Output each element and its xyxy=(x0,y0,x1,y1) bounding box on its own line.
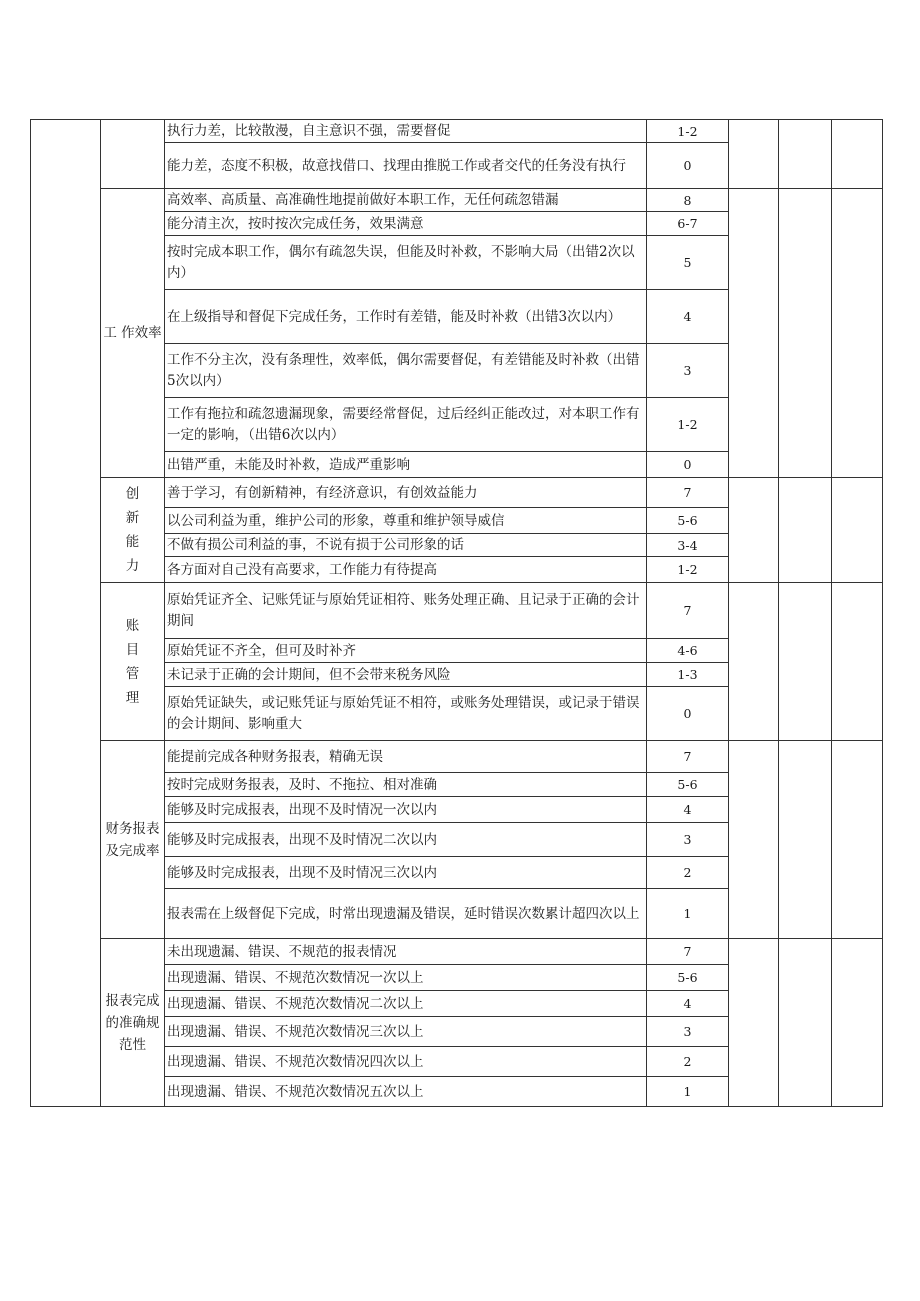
score-cell: 6-7 xyxy=(647,212,729,236)
self-score-cell[interactable] xyxy=(729,189,779,478)
score-cell: 1 xyxy=(647,889,729,939)
score-cell: 4 xyxy=(647,991,729,1017)
category-cell: 创新能力 xyxy=(101,478,165,583)
score-cell: 3 xyxy=(647,344,729,398)
score-cell: 7 xyxy=(647,939,729,965)
score-cell: 8 xyxy=(647,189,729,212)
criterion-cell: 不做有损公司利益的事，不说有损于公司形象的话 xyxy=(165,534,647,557)
criterion-cell: 出现遗漏、错误、不规范次数情况三次以上 xyxy=(165,1017,647,1047)
score-cell: 7 xyxy=(647,741,729,773)
self-score-cell[interactable] xyxy=(729,741,779,939)
table-row xyxy=(31,583,883,639)
criterion-cell: 未出现遗漏、错误、不规范的报表情况 xyxy=(165,939,647,965)
score-cell: 3-4 xyxy=(647,534,729,557)
self-score-cell[interactable] xyxy=(729,939,779,1107)
score-cell: 2 xyxy=(647,857,729,889)
score-cell: 5-6 xyxy=(647,773,729,797)
self-score-cell[interactable] xyxy=(729,120,779,189)
criterion-cell: 能分清主次，按时按次完成任务，效果满意 xyxy=(165,212,647,236)
score-cell: 1-3 xyxy=(647,663,729,687)
criterion-cell: 能够及时完成报表，出现不及时情况一次以内 xyxy=(165,797,647,823)
score-cell: 1-2 xyxy=(647,120,729,143)
table-row xyxy=(31,120,883,143)
criterion-cell: 出现遗漏、错误、不规范次数情况五次以上 xyxy=(165,1077,647,1107)
category-cell: 工 作效率 xyxy=(101,189,165,478)
final-score-cell[interactable] xyxy=(832,583,883,741)
table-row xyxy=(31,478,883,508)
criterion-cell: 工作有拖拉和疏忽遗漏现象，需要经常督促，过后经纠正能改过，对本职工作有一定的影响，（出错6次以内） xyxy=(165,398,647,452)
self-score-cell[interactable] xyxy=(729,583,779,741)
criterion-cell: 报表需在上级督促下完成，时常出现遗漏及错误，延时错误次数累计超四次以上 xyxy=(165,889,647,939)
criterion-cell: 出现遗漏、错误、不规范次数情况四次以上 xyxy=(165,1047,647,1077)
self-score-cell[interactable] xyxy=(729,478,779,583)
evaluation-sheet xyxy=(30,119,882,1147)
table-row xyxy=(31,741,883,773)
score-cell: 0 xyxy=(647,452,729,478)
score-cell: 7 xyxy=(647,583,729,639)
score-cell: 7 xyxy=(647,478,729,508)
category-cell: 财务报表及完成率 xyxy=(101,741,165,939)
criterion-cell: 能力差，态度不积极，故意找借口、找理由推脱工作或者交代的任务没有执行 xyxy=(165,143,647,189)
supervisor-score-cell[interactable] xyxy=(779,478,832,583)
criterion-cell: 工作不分主次，没有条理性，效率低，偶尔需要督促，有差错能及时补救（出错5次以内） xyxy=(165,344,647,398)
category-cell: 账目管理 xyxy=(101,583,165,741)
score-cell: 5 xyxy=(647,236,729,290)
supervisor-score-cell[interactable] xyxy=(779,583,832,741)
score-cell: 2 xyxy=(647,1047,729,1077)
score-cell: 5-6 xyxy=(647,508,729,534)
score-cell: 1-2 xyxy=(647,398,729,452)
score-cell: 3 xyxy=(647,1017,729,1047)
final-score-cell[interactable] xyxy=(832,939,883,1107)
score-cell: 4 xyxy=(647,290,729,344)
table-row xyxy=(31,189,883,212)
table-row xyxy=(31,939,883,965)
criterion-cell: 能够及时完成报表，出现不及时情况三次以内 xyxy=(165,857,647,889)
score-cell: 4-6 xyxy=(647,639,729,663)
criterion-cell: 原始凭证不齐全，但可及时补齐 xyxy=(165,639,647,663)
final-score-cell[interactable] xyxy=(832,189,883,478)
score-cell: 5-6 xyxy=(647,965,729,991)
criterion-cell: 出现遗漏、错误、不规范次数情况二次以上 xyxy=(165,991,647,1017)
criterion-cell: 各方面对自己没有高要求，工作能力有待提高 xyxy=(165,557,647,583)
criterion-cell: 高效率、高质量、高准确性地提前做好本职工作，无任何疏忽错漏 xyxy=(165,189,647,212)
criterion-cell: 善于学习，有创新精神，有经济意识，有创效益能力 xyxy=(165,478,647,508)
supervisor-score-cell[interactable] xyxy=(779,120,832,189)
score-cell: 4 xyxy=(647,797,729,823)
criterion-cell: 未记录于正确的会计期间，但不会带来税务风险 xyxy=(165,663,647,687)
criterion-cell: 原始凭证缺失，或记账凭证与原始凭证不相符，或账务处理错误，或记录于错误的会计期间、影响重大 xyxy=(165,687,647,741)
criterion-cell: 在上级指导和督促下完成任务，工作时有差错，能及时补救（出错3次以内） xyxy=(165,290,647,344)
score-cell: 0 xyxy=(647,687,729,741)
supervisor-score-cell[interactable] xyxy=(779,741,832,939)
score-cell: 1 xyxy=(647,1077,729,1107)
criterion-cell: 以公司利益为重，维护公司的形象，尊重和维护领导威信 xyxy=(165,508,647,534)
score-cell: 1-2 xyxy=(647,557,729,583)
final-score-cell[interactable] xyxy=(832,120,883,189)
score-cell: 0 xyxy=(647,143,729,189)
criterion-cell: 执行力差，比较散漫，自主意识不强，需要督促 xyxy=(165,120,647,143)
criterion-cell: 能提前完成各种财务报表，精确无误 xyxy=(165,741,647,773)
final-score-cell[interactable] xyxy=(832,741,883,939)
criterion-cell: 原始凭证齐全、记账凭证与原始凭证相符、账务处理正确、且记录于正确的会计期间 xyxy=(165,583,647,639)
indicator-type-cell xyxy=(31,120,101,1107)
criterion-cell: 按时完成财务报表，及时、不拖拉、相对准确 xyxy=(165,773,647,797)
final-score-cell[interactable] xyxy=(832,478,883,583)
category-cell xyxy=(101,120,165,189)
criterion-cell: 出错严重，未能及时补救，造成严重影响 xyxy=(165,452,647,478)
score-cell: 3 xyxy=(647,823,729,857)
criterion-cell: 出现遗漏、错误、不规范次数情况一次以上 xyxy=(165,965,647,991)
criterion-cell: 能够及时完成报表，出现不及时情况二次以内 xyxy=(165,823,647,857)
supervisor-score-cell[interactable] xyxy=(779,189,832,478)
supervisor-score-cell[interactable] xyxy=(779,939,832,1107)
evaluation-table xyxy=(30,119,883,1107)
criterion-cell: 按时完成本职工作，偶尔有疏忽失误，但能及时补救，不影响大局（出错2次以内） xyxy=(165,236,647,290)
category-cell: 报表完成的准确规范性 xyxy=(101,939,165,1107)
